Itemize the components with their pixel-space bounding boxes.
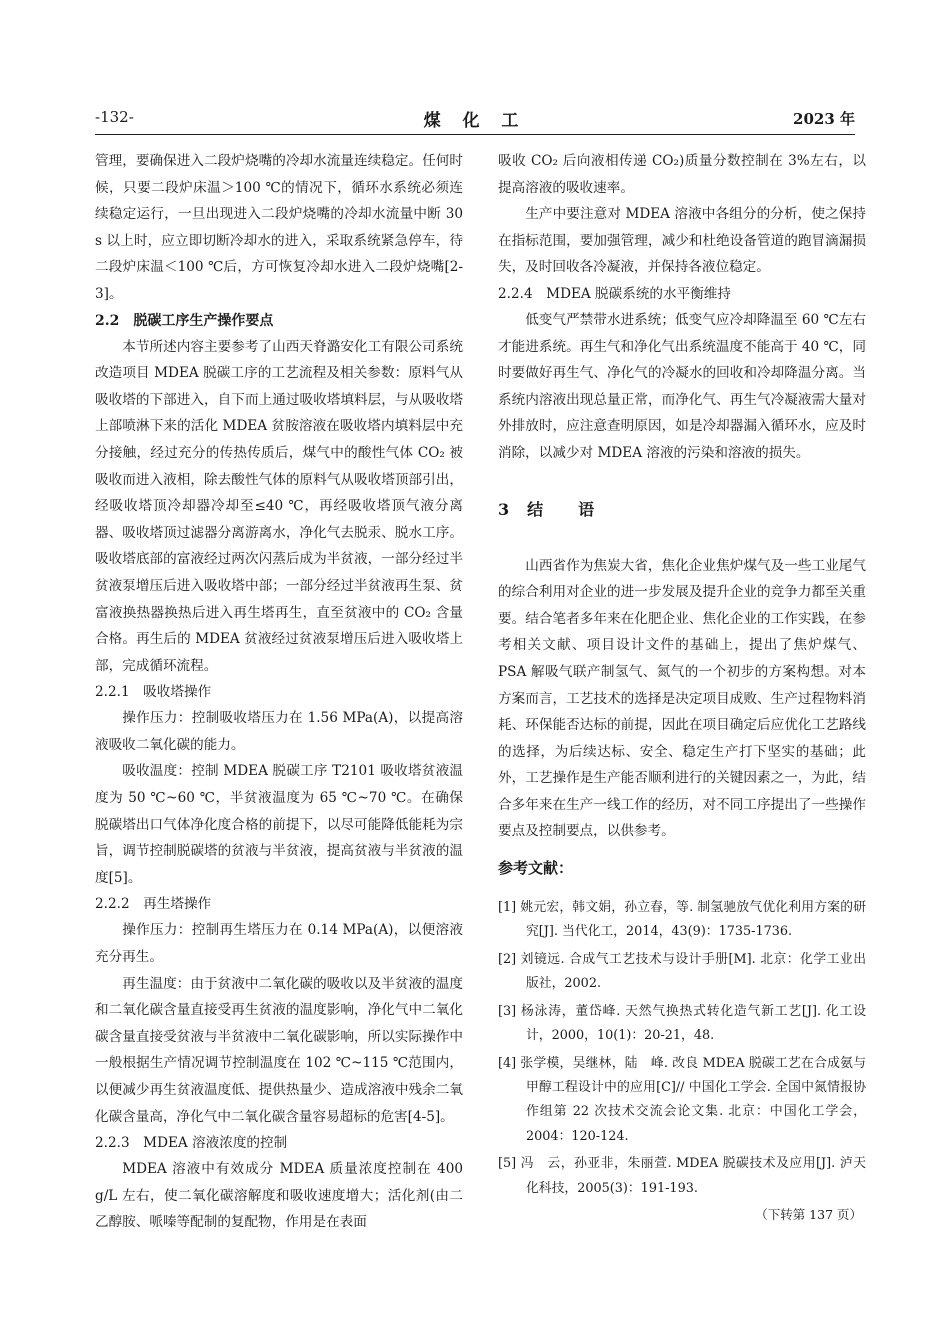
section-heading-2-2-1: 2.2.1 吸收塔操作 <box>95 684 212 701</box>
page-header <box>95 106 855 134</box>
reference-item: [4] 张学模，吴继林，陆 峰. 改良 MDEA 脱碳工艺在合成氨与甲醇工程设计中的应用[C]// 中国化工学会. 全国中氮情报协作组第 22 次技术交流会论文集. 北京：中国化工学会，2004：120-124. <box>498 1055 866 1144</box>
paragraph: 本节所述内容主要参考了山西天脊潞安化工有限公司系统改造项目 MDEA 脱碳工序的工艺流程及相关参数：原料气从吸收塔的下部进入，自下而上通过吸收塔填料层，与从吸收塔上部喷淋下来的活化 MDEA 贫胺溶液在吸收塔内填料层中充分接触，经过充分的传热传质后，煤气中的酸性气体 CO₂ 被吸收而进入液相，除去酸性气体的原料气从吸收塔顶部引出，经吸收塔顶冷却器冷却至≤40 ℃，再经吸收塔顶气液分离器、吸收塔顶过滤器分离游离水，净化气去脱汞、脱水工序。吸收塔底部的富液经过两次闪蒸后成为半贫液，一部分经过半贫液泵增压后进入吸收塔中部；一部分经过半贫液再生泵、贫富液换热器换热后进入再生塔再生，直至贫液中的 CO₂ 含量合格。再生后的 MDEA 贫液经过贫液泵增压后进入吸收塔上部，完成循环流程。 <box>95 338 463 674</box>
section-heading-3: 3 结 语 <box>498 499 596 519</box>
paragraph: 吸收温度：控制 MDEA 脱碳工序 T2101 吸收塔贫液温度为 50 ℃~60 ℃，半贫液温度为 65 ℃~70 ℃。在确保脱碳塔出口气体净化度合格的前提下，以尽可能降低能耗为宗旨，调节控制脱碳塔的贫液与半贫液，提高贫液与半贫液的温度[5]。 <box>95 763 463 886</box>
reference-item: [5] 冯 云，孙亚非，朱丽萱. MDEA 脱碳技术及应用[J]. 泸天化科技，2005(3)：191-193. <box>498 1156 866 1196</box>
paragraph: MDEA 溶液中有效成分 MDEA 质量浓度控制在 400 g/L 左右，使二氧化碳溶解度和吸收速度增大；活化剂(由二乙醇胺、哌嗪等配制的复配物，作用是在表面 <box>95 1161 463 1231</box>
paragraph: 操作压力：控制再生塔压力在 0.14 MPa(A)，以便溶液充分再生。 <box>95 922 463 966</box>
paragraph: 山西省作为焦炭大省，焦化企业焦炉煤气及一些工业尾气的综合利用对企业的进一步发展及提升企业的竞争力都至关重要。结合笔者多年来在化肥企业、焦化企业的工作实践，在参考相关文献、项目设计文件的基础上，提出了焦炉煤气、PSA 解吸气联产制氢气、氮气的一个初步的方案构想。对本方案而言，工艺技术的选择是决定项目成败、生产过程物料消耗、环保能否达标的前提，因此在项目确定后应优化工艺路线的选择，为后续达标、安全、稳定生产打下坚实的基础；此外，工艺操作是生产能否顺利进行的关键因素之一，为此，结合多年来在生产一线工作的经历，对不同工序提出了一些操作要点及控制要点，以供参考。 <box>498 557 866 840</box>
paragraph: 再生温度：由于贫液中二氧化碳的吸收以及半贫液的温度和二氧化碳含量直接受再生贫液的温度影响，净化气中二氧化碳含量直接受贫液与半贫液中二氧化碳影响，所以实际操作中一般根据生产情况调节控制温度在 102 ℃~115 ℃范围内，以便减少再生贫液温度低、提供热量少、造成溶液中残余二氧化碳含量高，净化气中二氧化碳含量容易超标的危害[4-5]。 <box>95 975 463 1125</box>
page-number: -132- <box>95 108 134 126</box>
reference-item: [2] 刘镜远. 合成气工艺技术与设计手册[M]. 北京：化学工业出版社，2002. <box>498 951 866 992</box>
paragraph: 低变气严禁带水进系统；低变气应冷却降温至 60 ℃左右才能进系统。再生气和净化气出系统温度不能高于 40 ℃，同时要做好再生气、净化气的冷凝水的回收和冷却降温分离。当系统内溶液出现总量正常，而净化气、再生气冷凝液需大量对外排放时，应注意查明原因，如是冷却器漏入循环水，应及时消除，以减少对 MDEA 溶液的污染和溶液的损失。 <box>498 311 866 461</box>
reference-item: [1] 姚元宏，韩文娟，孙立春，等. 制氢驰放气优化利用方案的研究[J]. 当代化工，2014，43(9)：1735-1736. <box>498 900 866 940</box>
journal-year: 2023 年 <box>793 110 855 128</box>
section-heading-2-2-3: 2.2.3 MDEA 溶液浓度的控制 <box>95 1135 288 1152</box>
journal-name: 煤 化 工 <box>423 111 527 131</box>
section-heading-2-2-2: 2.2.2 再生塔操作 <box>95 896 212 913</box>
paragraph: 生产中要注意对 MDEA 溶液中各组分的分析，使之保持在指标范围，要加强管理，减少和杜绝设备管道的跑冒滴漏损失，及时回收各冷凝液，并保持各液位稳定。 <box>498 206 866 276</box>
paragraph: 管理，要确保进入二段炉烧嘴的冷却水流量连续稳定。任何时候，只要二段炉床温＞100 ℃的情况下，循环水系统必须连续稳定运行，一旦出现进入二段炉烧嘴的冷却水流量中断 30 s 以上时，应立即切断冷却水的进入，采取系统紧急停车，待二段炉床温＜100 ℃后，方可恢复冷却水进入二段炉烧嘴[2-3]。 <box>95 153 463 302</box>
section-heading-2-2-4: 2.2.4 MDEA 脱碳系统的水平衡维持 <box>498 285 731 302</box>
right-column <box>498 148 866 1223</box>
reference-item: [3] 杨泳涛，董岱峰. 天然气换热式转化造气新工艺[J]. 化工设计，2000，10(1)：20-21，48. <box>498 1003 866 1044</box>
continued-note: （下转第 137 页） <box>755 1206 862 1222</box>
left-column <box>95 148 463 1236</box>
header-rule <box>95 134 855 135</box>
references-heading: 参考文献： <box>498 859 574 878</box>
paragraph: 吸收 CO₂ 后向液相传递 CO₂)质量分数控制在 3%左右，以提高溶液的吸收速率。 <box>498 153 866 196</box>
section-heading-2-2: 2.2 脱碳工序生产操作要点 <box>95 312 274 329</box>
paragraph: 操作压力：控制吸收塔压力在 1.56 MPa(A)，以提高溶液吸收二氧化碳的能力。 <box>95 710 463 753</box>
